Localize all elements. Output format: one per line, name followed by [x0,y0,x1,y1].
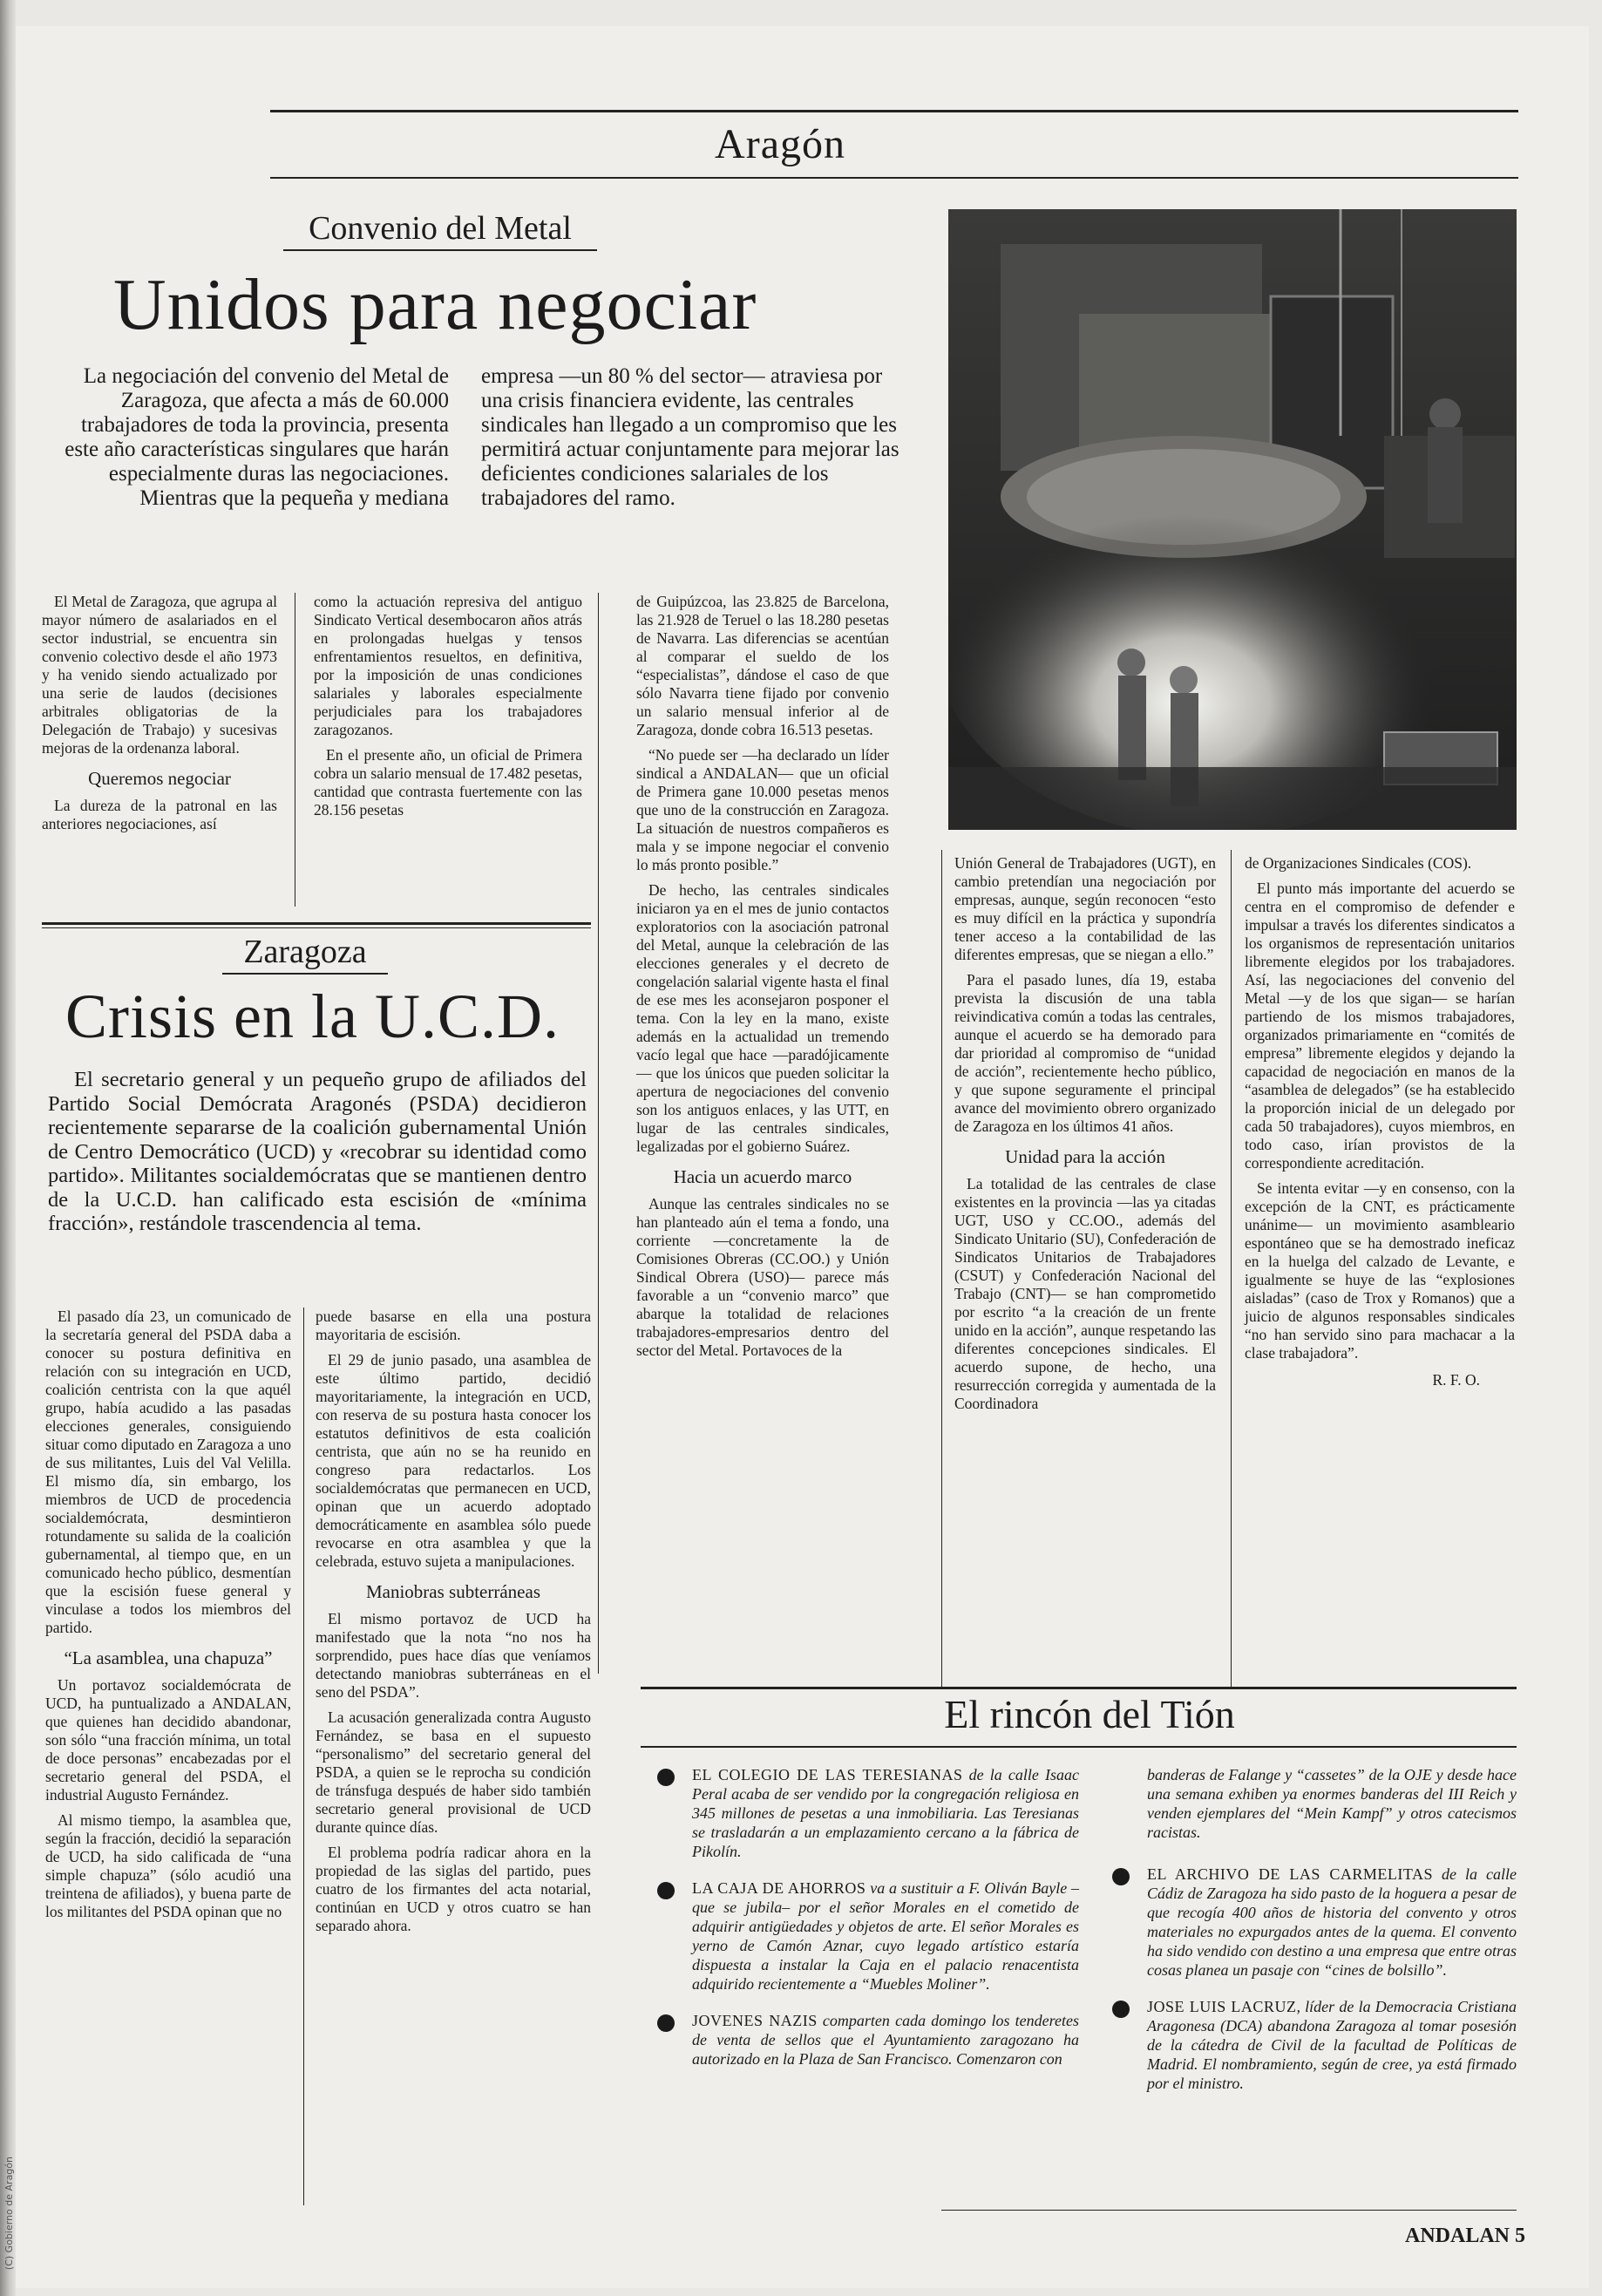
foundry-photo-svg [948,209,1517,830]
ucd-kicker: Zaragoza [222,933,388,975]
tion-item-lead: EL COLEGIO DE LAS TERESIANAS [692,1766,963,1783]
metal-column-4 [954,854,1216,1420]
ucd-paragraph: El pasado día 23, un comunicado de la secretaría general del PSDA daba a conocer su postura definitiva en relación con su integración en UCD, coalición centrista con la que aquél grupo, había acudido a las pasadas elecciones generales, consiguiendo situar como diputado en Zaragoza a uno de sus militantes, Luis del Val Velilla. El mismo día, sin embargo, los miembros de UCD de procedencia socialdemócrata, desmintieron rotundamente su salida de la coalición gubernamental, al tiempo que, en un comunicado hecho público, desmentían que la escisión fuese general y vinculase a todos los miembros del partido. [45,1308,291,1636]
bullet-icon [657,2014,675,2032]
section-title: Aragón [715,121,845,167]
ucd-subhead-1: “La asamblea, una chapuza” [64,1647,273,1668]
metal-paragraph: De hecho, las centrales sindicales iniciaron ya en el mes de junio contactos exploratorios con la asociación patronal del Metal, aunque la celebración de las elecciones generales y el decreto de congelación salarial vigente hasta el final de ese mes les aconsejaron posponer el tema. Con la ley en la mano, existe además en la actualidad un tremendo vacío legal que hace —paradójicamente— que los únicos que pueden solicitar la apertura de negociaciones del convenio son los antiguos enlaces, y las UTT, en lugar de las centrales sindicales, legalizadas por el gobierno Suárez. [636,881,889,1155]
tion-item-lead: JOVENES NAZIS [692,2012,818,2029]
metal-paragraph: El Metal de Zaragoza, que agrupa al mayor número de asalariados en el sector industrial, se encuentra sin convenio colectivo desde el año 1973 y ha venido siendo actualizado por una serie de laudos (decisiones arbitrales obligatorias de la Delegación de Trabajo) y sucesivas mejoras de la ordenanza laboral. [42,593,277,757]
tion-item-text: va a sustituir a F. Oliván Bayle –que se jubila– por el señor Morales en el cometido de adquirir antigüedades y objetos de arte. El señor Morales es yerno de Camón Aznar, cuyo legado artístico estaría dispuesta a instalar la Caja en el palacio renacentista adquirido recientemente a “Muebles Moliner”. [692,1879,1079,1993]
archive-credit: (C) Gobierno de Aragón [3,2156,15,2270]
metal-paragraph: de Guipúzcoa, las 23.825 de Barcelona, las 21.928 de Teruel o las 18.280 pesetas de Navarra. Las diferencias se acentúan al comparar el sueldo de los “especialistas”, dándose el caso de que sólo Navarra tiene fijado por convenio un salario mensual inferior al de Zaragoza, donde cobra 16.513 pesetas. [636,593,889,738]
tion-item [1107,1865,1517,1980]
metal-paragraph: Unión General de Trabajadores (UGT), en cambio pretendían una negociación por empresas, aunque, según reconocen “esto es muy difícil en la práctica y supondría tener acceso a la contabilidad de las diferentes empresas, que se niegan a ello.” [954,854,1216,963]
metal-paragraph: En el presente año, un oficial de Primera cobra un salario mensual de 17.482 pesetas, cantidad que contrasta fuertemente con las 28.156 pesetas [314,746,582,819]
metal-headline: Unidos para negociar [113,264,757,345]
metal-paragraph: El punto más importante del acuerdo se centra en el compromiso de defender e impulsar a través los diferentes sindicatos a los organismos de representación unitarios libremente elegidos por los trabajadores. Así, las negociaciones del convenio del Metal —y de los que sigan— se harían partiendo de los mismos trabajadores, organizados primariamente en “comités de empresa” libremente elegidos y dejando la capacidad de negociación en manos de la “asamblea de delegados” (se ha establecido la proporción inicial de un delegado por cada 50 trabajadores), cuyos miembros, en todo caso, irían provistos de la correspondiente acreditación. [1245,880,1515,1172]
page-footer: ANDALAN 5 [1405,2225,1525,2247]
ucd-paragraph: El 29 de junio pasado, una asamblea de este último partido, decidió mayoritariamente, la integración en UCD, con reserva de su postura hasta conocer los estatutos definitivos de esta coalición centrista, que aún no se ha reunido en congreso para redactarlos. Los socialdemócratas que permanecen en UCD, opinan que un acuerdo adoptado democráticamente en asamblea sólo puede revocarse en otra asamblea y que la celebrada, estuvo sujeta a manipulaciones. [316,1351,591,1570]
tion-column-right [1107,1765,1517,2110]
bullet-icon [657,1769,675,1786]
tion-item-continued [1107,1765,1517,1842]
tion-item [1107,1997,1517,2093]
ucd-column-1 [45,1308,291,1928]
ucd-paragraph: La acusación generalizada contra Augusto Fernández, se basa en el supuesto “personalismo” del secretario general del PSDA, a quien se le reprocha su condición de tránsfuga después de haber sido también secretario general provisional de UCD durante quince días. [316,1708,591,1836]
metal-subhead-3: Unidad para la acción [1005,1146,1165,1167]
ucd-lead: El secretario general y un pequeño grupo de afiliados del Partido Social Demócrata Aragonés (PSDA) decidieron recientemente separarse de la coalición gubernamental Unión de Centro Democrático (UCD) y «recobrar su identidad como partido». Militantes socialdemócratas que se mantienen dentro de la U.C.D. han calificado esta escisión de «mínima fracción», restándole trascendencia al tema. [48,1068,587,1235]
metal-paragraph: Para el pasado lunes, día 19, estaba prevista la discusión de una tabla reivindicativa común a todas las centrales, aunque el acuerdo se ha demorado para dar prioridad al compromiso de “unidad de acción”, recientemente hecho público, y que supone seguramente el principal avance del movimiento obrero organizado de Zaragoza en los últimos 41 años. [954,971,1216,1135]
tion-column-left [652,1765,1079,2086]
tion-item-text: banderas de Falange y “cassetes” de la OJE y desde hace una semana exhiben ya enormes banderas del III Reich y venden ejemplares del “Mein Kampf” y otros catecismos racistas. [1147,1766,1517,1841]
tion-item-text: comparten cada domingo los tenderetes de venta de sellos que el Ayuntamiento zaragozano ha autorizado en la Plaza de San Francisco. Comenzaron con [692,2012,1079,2068]
metal-subhead-1: Queremos negociar [88,768,231,789]
tion-item-text: de la calle Cádiz de Zaragoza ha sido pasto de la hoguera a pesar de que recogía 400 años de historia del convento y otros materiales no expurgados antes de la quema. El convento ha sido vendido con destino a una empresa que entre otras cosas planea un pasaje con “cines de bolsillo”. [1147,1865,1517,1979]
tion-item [652,2011,1079,2068]
ucd-headline: Crisis en la U.C.D. [65,982,560,1051]
tion-item-text: , líder de la Democracia Cristiana Aragonesa (DCA) abandona Zaragoza al tomar posesión de la cátedra de Civil de la facultad de Políticas de Madrid. El nombramiento, según de cree, ya está firmado por el ministro. [1147,1998,1517,2092]
ucd-paragraph: El mismo portavoz de UCD ha manifestado que la nota “no nos ha sorprendido, pues hace días que veníamos detectando maniobras subterráneas en el seno del PSDA”. [316,1610,591,1701]
tion-item [652,1878,1079,1994]
bullet-icon [1112,2001,1130,2018]
metal-column-1 [42,593,277,840]
tion-item-lead: JOSE LUIS LACRUZ [1147,1998,1297,2015]
binding-spine [0,0,16,2296]
metal-column-2 [314,593,582,826]
metal-column-3 [636,593,889,1367]
metal-signature: R. F. O. [1432,1371,1480,1389]
tion-item [652,1765,1079,1861]
foundry-photo [948,209,1517,830]
metal-paragraph: Aunque las centrales sindicales no se han planteado aún el tema a fondo, una corriente —concretamente la de Comisiones Obreras (CC.OO.) y Unión Sindical Obrera (USO)— parece más favorable a un “convenio marco” que abarque la totalidad de relaciones trabajadores-empresarios dentro del sector del Metal. Portavoces de la [636,1195,889,1359]
ucd-subhead-2: Maniobras subterráneas [365,1581,540,1602]
column-divider [941,850,942,1687]
metal-lead-right: empresa —un 80 % del sector— atraviesa por una crisis financiera evidente, las centrales sindicales han llegado a un compromiso que les permitirá actuar conjuntamente para mejorar las deficientes condiciones salariales de los trabajadores del ramo. [481,364,899,510]
tion-rule-top [641,1687,1517,1689]
metal-paragraph: de Organizaciones Sindicales (COS). [1245,854,1472,872]
bullet-icon [657,1882,675,1899]
footer-rule [941,2210,1517,2211]
top-rule [270,110,1518,112]
tion-item-lead: LA CAJA DE AHORROS [692,1879,866,1897]
ucd-paragraph: puede basarse en ella una postura mayoritaria de escisión. [316,1308,591,1343]
ucd-rule-thin [42,927,591,928]
metal-lead-left: La negociación del convenio del Metal de Zaragoza, que afecta a más de 60.000 trabajadores de toda la provincia, presenta este año características singulares que harán especialmente duras las negociaciones. Mientras que la pequeña y mediana [64,364,449,510]
ucd-column-2 [316,1308,591,1942]
tion-item-text: de la calle Isaac Peral acaba de ser vendido por la congregación religiosa en 345 millones de pesetas a una inmobiliaria. Las Teresianas se trasladarán a un emplazamiento cercano a la fábrica de Pikolín. [692,1766,1079,1860]
metal-paragraph: Se intenta evitar —y en consenso, con la excepción de la CNT, es prácticamente unánime— un movimiento asambleario espontáneo que se ha demostrado ineficaz en la huelga del calzado de Levante, e igualmente se huye de las “explosiones aisladas” (caso de Trox y Romanos) que a juicio de algunos responsables sindicales “no han servido sino para machacar a la clase trabajadora”. [1245,1179,1515,1362]
tion-item-lead: EL ARCHIVO DE LAS CARMELITAS [1147,1865,1433,1883]
metal-kicker: Convenio del Metal [283,209,597,251]
metal-column-5 [1245,854,1515,1396]
ucd-paragraph: El problema podría radicar ahora en la propiedad de las siglas del partido, pues cuatro de los firmantes del acta notarial, continúan en UCD y otros cuatro se han separado ahora. [316,1844,591,1934]
metal-paragraph: “No puede ser —ha declarado un líder sindical a ANDALAN— que un oficial de Primera gane 10.000 pesetas menos que uno de la construcción en Zaragoza. La situación de nuestros compañeros es mala y se impone negociar el convenio lo más pronto posible.” [636,746,889,873]
ucd-rule [42,922,591,925]
metal-paragraph: La dureza de la patronal en las anteriores negociaciones, así [42,797,277,832]
column-divider [303,1308,304,2205]
column-divider [598,593,599,1674]
ucd-paragraph: Un portavoz socialdemócrata de UCD, ha puntualizado a ANDALAN, que quienes han decidido abandonar, son sólo “una fracción mínima, un total de doce personas” encabezadas por el secretario general del PSDA, el industrial Augusto Fernández. [45,1676,291,1804]
column-divider [1231,850,1232,1687]
bullet-icon [1112,1868,1130,1885]
tion-headline: El rincón del Tión [944,1692,1235,1736]
tion-rule-bottom [641,1746,1517,1748]
metal-paragraph: como la actuación represiva del antiguo Sindicato Vertical desembocaron años atrás en prolongadas huelgas y tensos enfrentamientos resueltos, en definitiva, por la imposición de unas condiciones salariales y laborales especialmente perjudiciales para los trabajadores zaragozanos. [314,593,582,738]
metal-subhead-2: Hacia un acuerdo marco [673,1166,852,1187]
metal-paragraph: La totalidad de las centrales de clase existentes en la provincia —las ya citadas UGT, USO y CC.OO., además del Sindicato Unitario (SU), Confederación de Sindicatos Unitarios de Trabajadores (CSUT) y Confederación Nacional del Trabajo (CNT)— se han comprometido por escrito “a la creación de un frente unido en la acción”, aunque respetando las diferentes concepciones sindicales. El acuerdo supone, de hecho, una resurrección corregida y aumentada de la Coordinadora [954,1175,1216,1412]
ucd-paragraph: Al mismo tiempo, la asamblea que, según la fracción, decidió la separación de UCD, ha sido calificada de “una simple chapuza” (sólo acudió una treintena de afiliados), y buena parte de los militantes del PSDA opinan que no [45,1811,291,1920]
section-rule [270,177,1518,179]
